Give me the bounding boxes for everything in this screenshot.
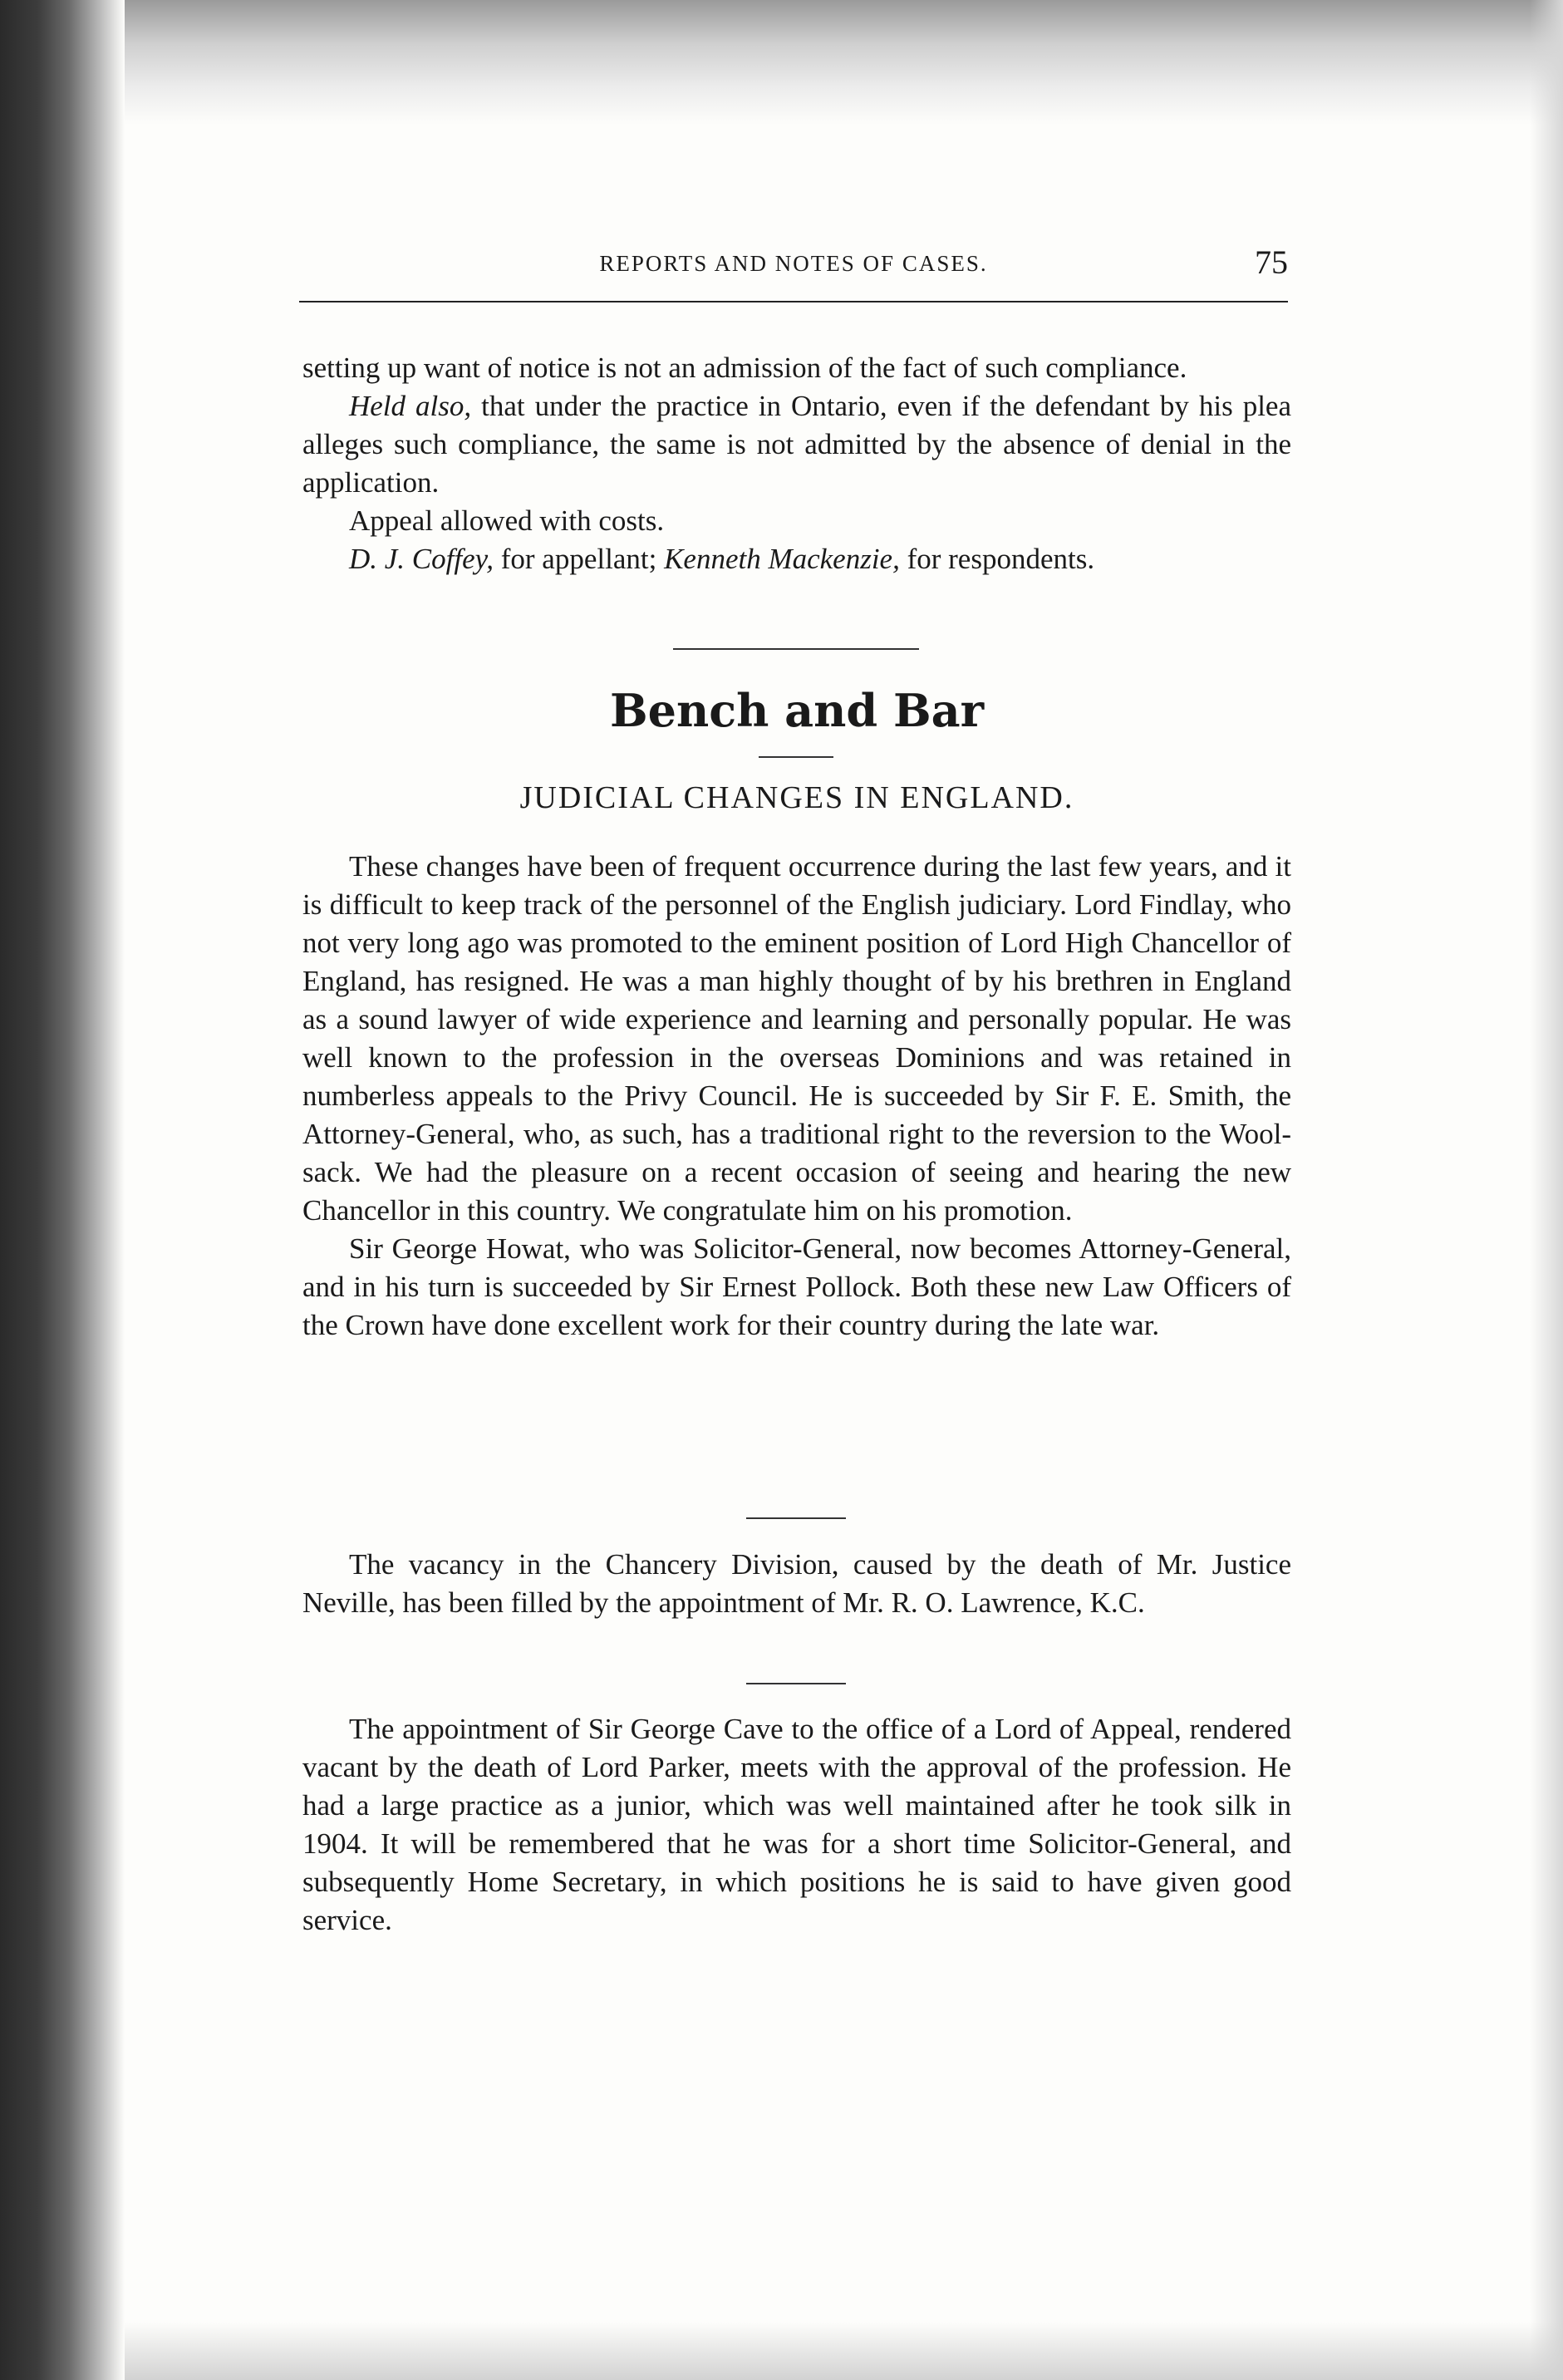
page-number: 75 bbox=[1255, 243, 1288, 281]
counsel-respondent-role: for respondents. bbox=[899, 543, 1095, 575]
paragraph-divider-rule-1 bbox=[746, 1517, 846, 1519]
header-rule bbox=[299, 301, 1288, 302]
counsel-appellant-name: D. J. Coffey, bbox=[349, 543, 494, 575]
paragraph-divider-rule-2 bbox=[746, 1683, 846, 1684]
section-title: Bench and Bar bbox=[609, 684, 985, 737]
body-paragraph-howat: Sir George Howat, who was Solicitor-General, now becomes Attorney-General, and in his turn is succeeded by Sir Ernest Pollock. Both these new Law Officers of the Crown have done excellent work for their country during the late war. bbox=[302, 1232, 1291, 1341]
body-paragraph-cave: The appointment of Sir George Cave to the office of a Lord of Appeal, rendered vacant by the death of Lord Parker, meets with the approval of the profession. He had a large practice as a junior, which was well maintained after he took silk in 1904. It will be remembered that he was for a short time Solicitor-General, and subsequently Home Secretary, in which positions he is said to have given good service. bbox=[302, 1713, 1291, 1936]
top-scan-shadow bbox=[125, 0, 1563, 125]
running-head bbox=[299, 243, 1288, 293]
counsel-appellant-role: for appellant; bbox=[494, 543, 665, 575]
held-also-text: that under the practice in Ontario, even if the defendant by his plea alleges such compliance, the same is not admitted by the absence of denial in the application. bbox=[302, 390, 1291, 499]
case-conclusion bbox=[302, 349, 1291, 578]
counsel-respondent-name: Kenneth Mackenzie, bbox=[664, 543, 900, 575]
subsection-title: JUDICIAL CHANGES IN ENGLAND. bbox=[519, 780, 1074, 815]
right-scan-shadow bbox=[1530, 0, 1563, 2380]
cave-appointment-text bbox=[302, 1710, 1291, 1940]
judicial-changes-text bbox=[302, 848, 1291, 1345]
chancery-text bbox=[302, 1546, 1291, 1622]
section-divider-rule bbox=[673, 648, 919, 650]
running-title: REPORTS AND NOTES OF CASES. bbox=[599, 251, 988, 276]
title-underline-rule bbox=[759, 756, 833, 758]
case-paragraph-counsel bbox=[302, 540, 1291, 578]
body-paragraph-findlay: These changes have been of frequent occurrence during the last few years, and it is difficult to keep track of the personnel of the English judiciary. Lord Findlay, who not very long ago was promoted to the eminent position of Lord High Chancellor of England, has resigned. He was a man highly thought of by his brethren in England as a sound lawyer of wide experience and learning and personally popular. He was well known to the profession in the overseas Dominions and was retained in numberless appeals to the Privy Council. He is succeeded by Sir F. E. Smith, the Attorney-General, who, as such, has a traditional right to the reversion to the Wool-sack. We had the pleasure on a recent occasion of seeing and hearing the new Chancellor in this country. We congratulate him on his promotion. bbox=[302, 850, 1291, 1227]
bottom-scan-shadow bbox=[125, 2322, 1563, 2380]
body-paragraph-chancery: The vacancy in the Chancery Division, caused by the death of Mr. Justice Neville, has been filled by the appointment of Mr. R. O. Lawrence, K.C. bbox=[302, 1548, 1291, 1619]
case-paragraph-held-also bbox=[302, 387, 1291, 502]
case-paragraph-compliance: setting up want of notice is not an admission of the fact of such compliance. bbox=[302, 352, 1187, 384]
held-also-label: Held also, bbox=[349, 390, 472, 422]
case-paragraph-outcome: Appeal allowed with costs. bbox=[349, 504, 665, 537]
binding-shadow bbox=[0, 0, 125, 2380]
